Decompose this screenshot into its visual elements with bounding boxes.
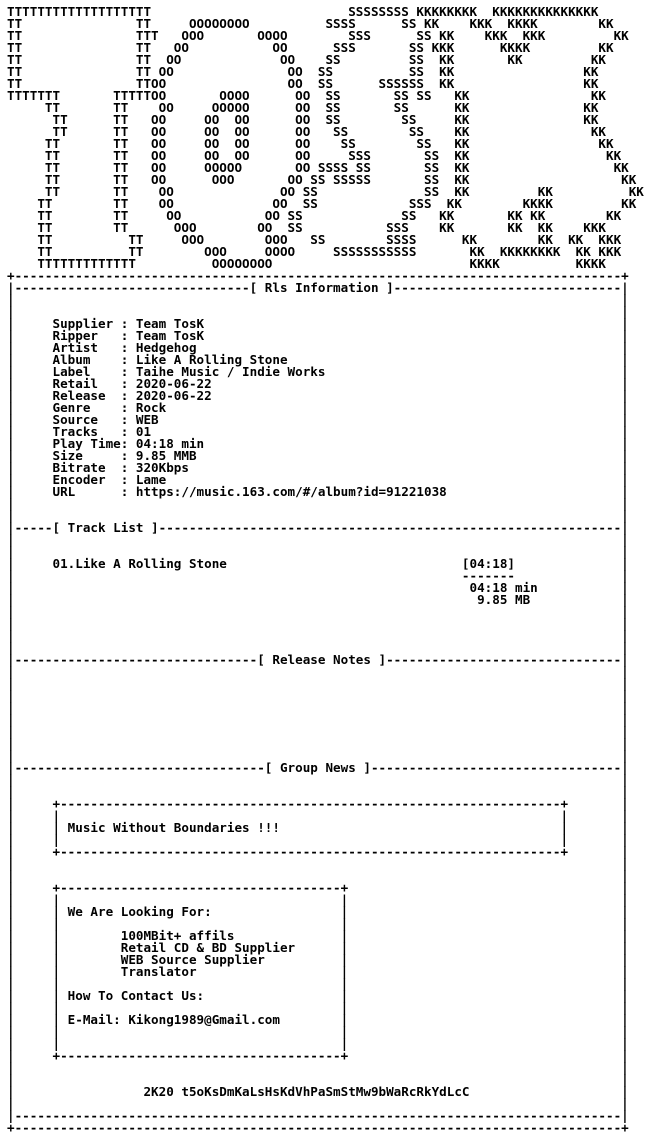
nfo-line: TT TT OO OOO OO SS SSSSS SS KK KK — [7, 172, 637, 187]
nfo-line: | | — [7, 868, 629, 883]
nfo-line: | | | | — [7, 1000, 629, 1015]
nfo-line: | URL : https://music.163.com/#/album?id=91221038 | — [7, 484, 629, 499]
nfo-line: | Ripper : Team TosK | — [7, 328, 629, 343]
nfo-line: TT TT OO OO SS SS KK KK — [7, 64, 599, 79]
nfo-line: | Artist : Hedgehog | — [7, 340, 629, 355]
nfo-line: | | — [7, 628, 629, 643]
nfo-line: | | — [7, 700, 629, 715]
nfo-line: | | | | — [7, 1036, 629, 1051]
nfo-line: | +------------------------------------------------------------------+ | — [7, 796, 629, 811]
nfo-line: | | — [7, 856, 629, 871]
nfo-line: | +-------------------------------------+ | — [7, 1048, 629, 1063]
nfo-line: +--------------------------------------------------------------------------------+ — [7, 268, 629, 283]
nfo-line: | | — [7, 640, 629, 655]
nfo-line: TT TT OOO OO SS SSS KK KK KK KKK — [7, 220, 606, 235]
nfo-line: | | — [7, 736, 629, 751]
nfo-line: | | — [7, 676, 629, 691]
nfo-line: | Size : 9.85 MMB | — [7, 448, 629, 463]
nfo-line: | Retail : 2020-06-22 | — [7, 376, 629, 391]
nfo-line: TT TTT OOO OOOO SSS SS KK KKK KKK KK — [7, 28, 629, 43]
nfo-line: | Bitrate : 320Kbps | — [7, 460, 629, 475]
nfo-line: TT TT OOOOOOOO SSSS SS KK KKK KKKK KK — [7, 16, 614, 31]
nfo-line: TT TT OO OO SS SS KK KK KK — [7, 52, 606, 67]
nfo-line: TT TT OO OO OO OO SS SS KK KK — [7, 136, 614, 151]
nfo-line: | | WEB Source Supplier | | — [7, 952, 629, 967]
nfo-line: | | | | — [7, 892, 629, 907]
nfo-line: |-----[ Track List ]-------------------------------------------------------------| — [7, 520, 629, 535]
nfo-line: | | — [7, 1072, 629, 1087]
nfo-line: | ------- | — [7, 568, 629, 583]
nfo-line: | | — [7, 604, 629, 619]
nfo-line: TT TT OO OO SS SS KK KK KK KK — [7, 208, 622, 223]
nfo-line: | | 100MBit+ affils | | — [7, 928, 629, 943]
nfo-line: | Genre : Rock | — [7, 400, 629, 415]
nfo-line: TT TT OOO OOOO SSSSSSSSSSS KK KKKKKKKK KK KKK — [7, 244, 622, 259]
nfo-line: TT TT OO OO SS SS KK KK KK — [7, 184, 644, 199]
nfo-line: | | | | — [7, 1024, 629, 1039]
nfo-line: | | Retail CD & BD Supplier | | — [7, 940, 629, 955]
nfo-line: | | — [7, 532, 629, 547]
nfo-line: | 2K20 t5oKsDmKaLsHsKdVhPaSmStMw9bWaRcRkYdLcC | — [7, 1084, 629, 1099]
nfo-line: | | — [7, 1096, 629, 1111]
nfo-line: | | — [7, 1060, 629, 1075]
nfo-line: TT TT OO OO SS SSS KK KKKK KK — [7, 196, 637, 211]
nfo-line: | | Music Without Boundaries !!! | | — [7, 820, 629, 835]
nfo-line: TT TT OO OOOOO OO SS SS KK KK — [7, 100, 599, 115]
nfo-line: TT TT OO OO SSS SS KKK KKKK KK — [7, 40, 614, 55]
nfo-line: TT TT OO OO OO OO SS SS KK KK — [7, 124, 606, 139]
nfo-line: | Source : WEB | — [7, 412, 629, 427]
nfo-line: | | | | — [7, 976, 629, 991]
nfo-line: | +-------------------------------------+ | — [7, 880, 629, 895]
nfo-line: | Label : Taihe Music / Indie Works | — [7, 364, 629, 379]
nfo-line: | | — [7, 748, 629, 763]
nfo-line: | Release : 2020-06-22 | — [7, 388, 629, 403]
nfo-line: | | — [7, 544, 629, 559]
nfo-line: | +------------------------------------------------------------------+ | — [7, 844, 629, 859]
nfo-line: | | E-Mail: Kikong1989@Gmail.com | | — [7, 1012, 629, 1027]
nfo-line: TT TT OO OOOOO OO SSSS SS SS KK KK — [7, 160, 629, 175]
nfo-line: | 04:18 min | — [7, 580, 629, 595]
nfo-line: |---------------------------------[ Group News ]---------------------------------| — [7, 760, 629, 775]
nfo-line: | | — [7, 784, 629, 799]
nfo-line: | | — [7, 508, 629, 523]
nfo-line: | | — [7, 616, 629, 631]
nfo-line: |-------------------------------[ Rls Information ]------------------------------| — [7, 280, 629, 295]
nfo-line: | | | | — [7, 808, 629, 823]
nfo-line: TT TT OOO OOO SS SSSS KK KK KK KKK — [7, 232, 622, 247]
nfo-line: | Supplier : Team TosK | — [7, 316, 629, 331]
nfo-line: |--------------------------------------------------------------------------------| — [7, 1108, 629, 1123]
nfo-line: | | — [7, 724, 629, 739]
nfo-line: | Encoder : Lame | — [7, 472, 629, 487]
nfo-line: | | — [7, 292, 629, 307]
nfo-line: TT TT OO OO OO OO SS SS KK KK — [7, 112, 599, 127]
nfo-line: | | — [7, 712, 629, 727]
nfo-line: |--------------------------------[ Release Notes ]-------------------------------| — [7, 652, 629, 667]
nfo-line: | | — [7, 304, 629, 319]
nfo-line: | | — [7, 496, 629, 511]
nfo-line: TTTTTTTTTTTTT OOOOOOOO KKKK KKKK — [7, 256, 606, 271]
nfo-line: | | Translator | | — [7, 964, 629, 979]
nfo-line: | Album : Like A Rolling Stone | — [7, 352, 629, 367]
nfo-line: TT TTOO OO SS SSSSSS KK KK — [7, 76, 599, 91]
nfo-line: TTTTTTTTTTTTTTTTTTT SSSSSSSS KKKKKKKK KKKKKKKKKKKKKK — [7, 4, 599, 19]
nfo-line: TTTTTTT TTTTTOO OOOO OO SS SS SS KK KK — [7, 88, 606, 103]
nfo-line: | 01.Like A Rolling Stone [04:18] | — [7, 556, 629, 571]
nfo-line: | | | | — [7, 832, 629, 847]
nfo-line: | | — [7, 688, 629, 703]
nfo-line: | Tracks : 01 | — [7, 424, 629, 439]
nfo-line: | | How To Contact Us: | | — [7, 988, 629, 1003]
nfo-line: TT TT OO OO OO OO SSS SS KK KK — [7, 148, 622, 163]
nfo-line: | | | | — [7, 916, 629, 931]
nfo-line: | Play Time: 04:18 min | — [7, 436, 629, 451]
nfo-line: +--------------------------------------------------------------------------------+ — [7, 1120, 629, 1135]
nfo-line: | | — [7, 664, 629, 679]
nfo-line: | | — [7, 772, 629, 787]
nfo-line: | 9.85 MB | — [7, 592, 629, 607]
nfo-line: | | We Are Looking For: | | — [7, 904, 629, 919]
